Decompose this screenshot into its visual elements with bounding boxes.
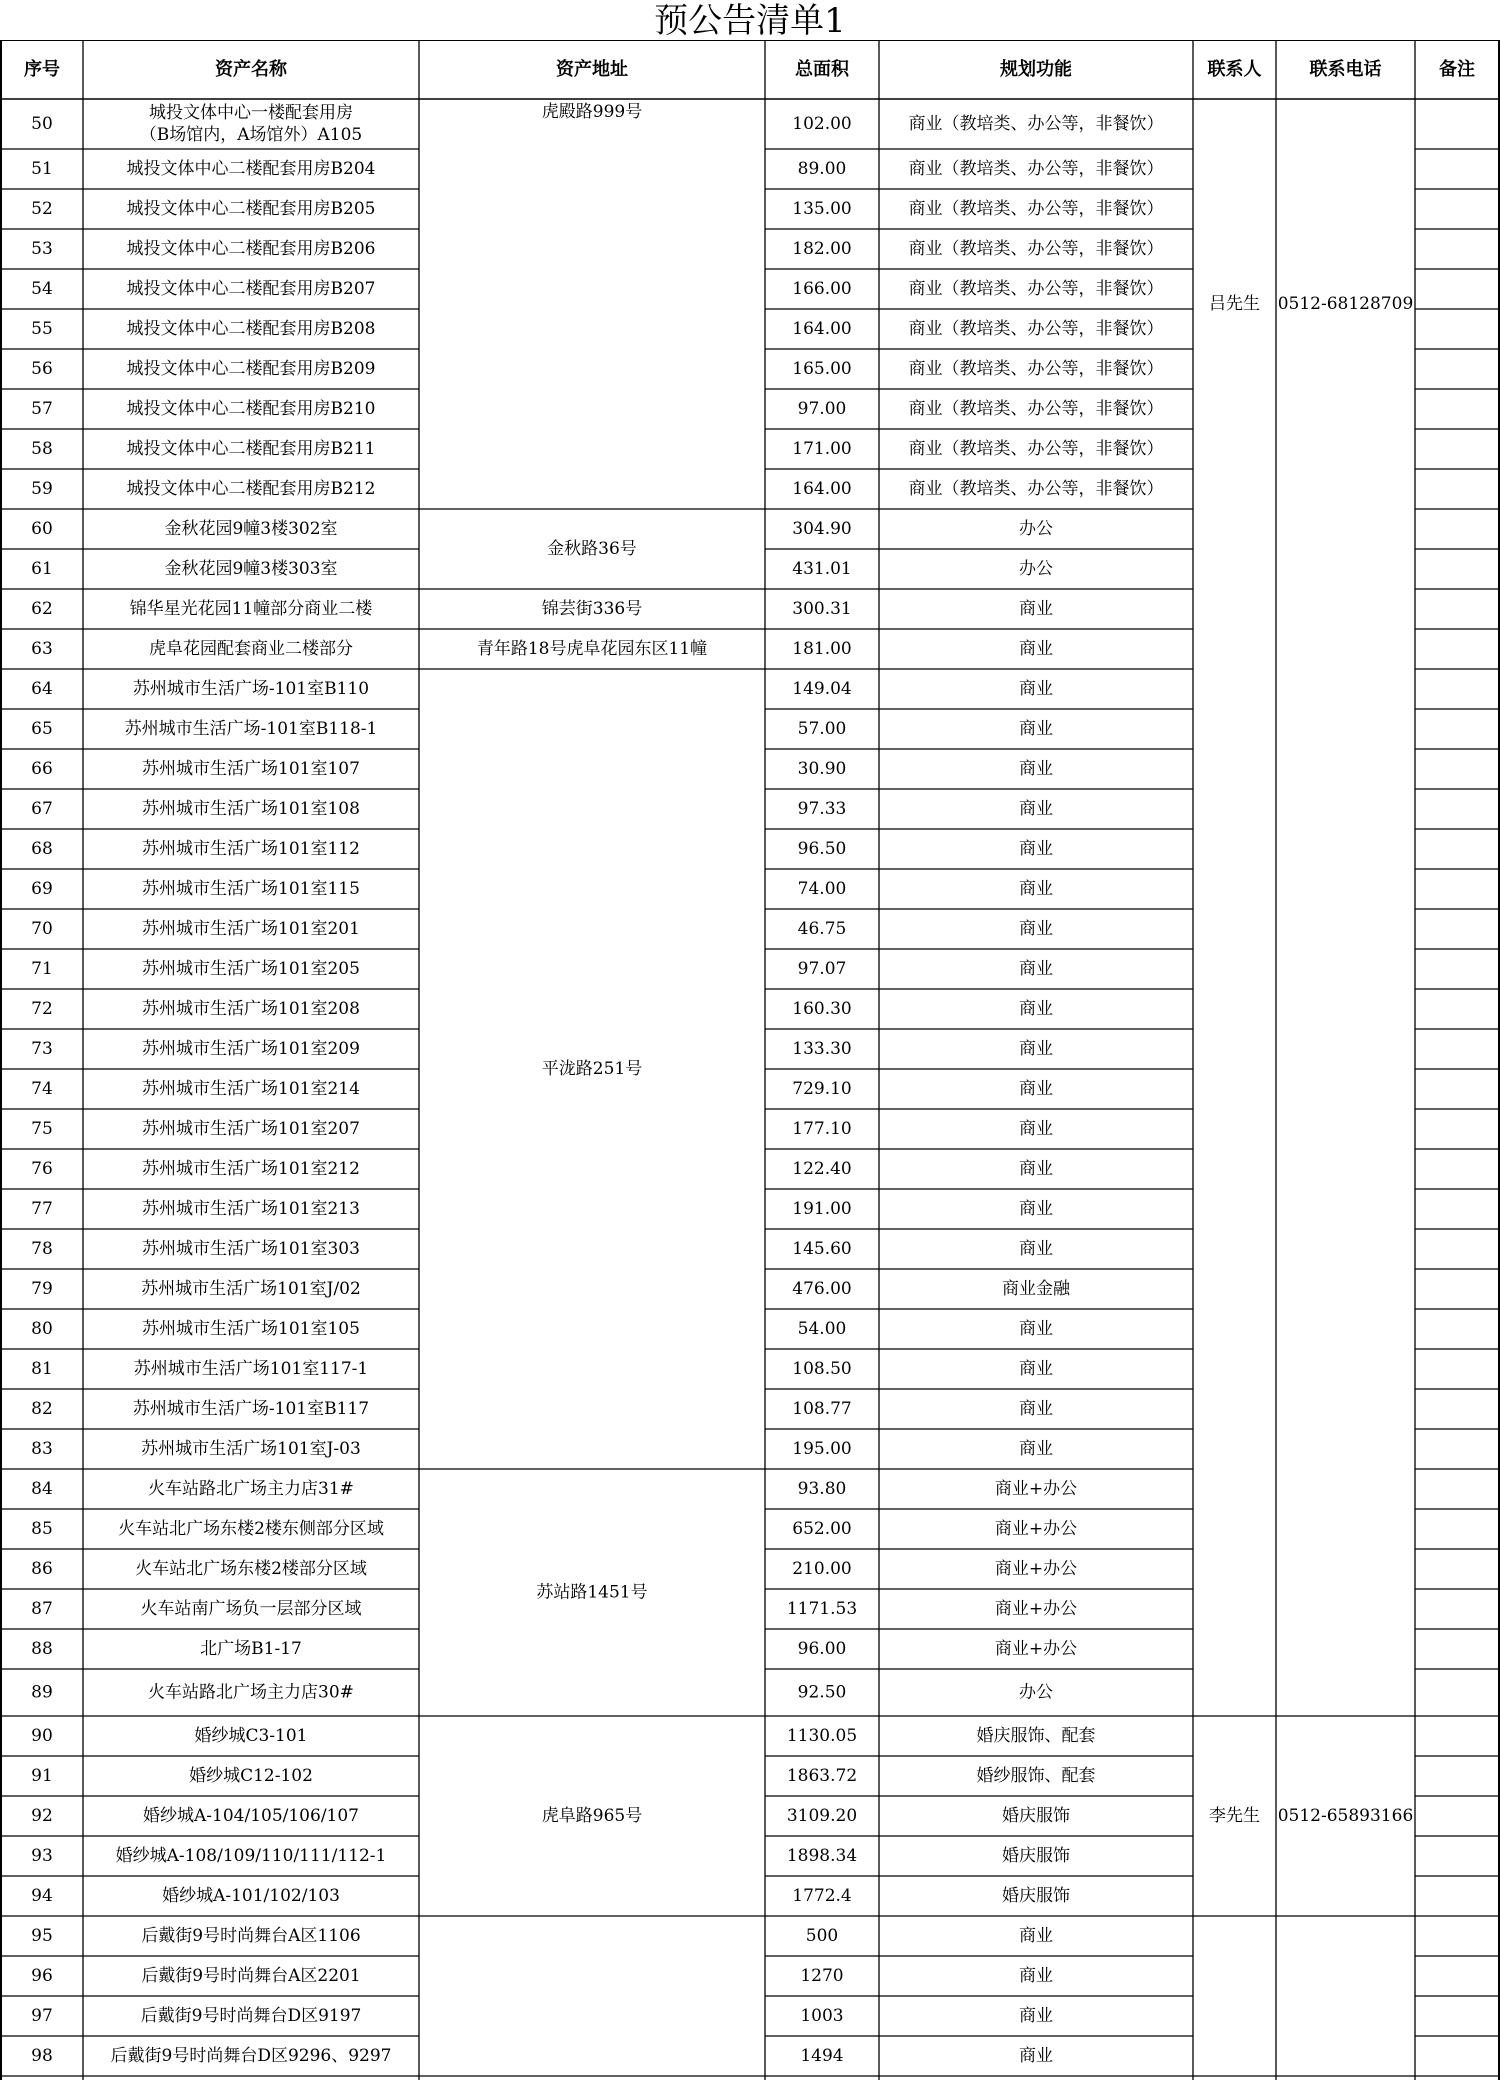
row-asset-name: 苏州城市生活广场101室207 <box>142 1119 360 1139</box>
row-total-area: 1863.72 <box>786 1766 858 1786</box>
row-asset-name: 后戴街9号时尚舞台A区2201 <box>141 1966 361 1986</box>
row-remarks-cell <box>1415 669 1499 709</box>
row-planned-function: 商业 <box>1019 1966 1053 1986</box>
row-asset-name: 城投文体中心二楼配套用房B205 <box>126 199 376 219</box>
row-seq: 75 <box>31 1119 53 1139</box>
asset-table-grid <box>0 40 1500 2080</box>
row-remarks-cell <box>1415 1796 1499 1836</box>
row-asset-name: 苏州城市生活广场101室112 <box>142 839 360 859</box>
row-planned-function: 商业（教培类、办公等，非餐饮） <box>908 199 1164 219</box>
row-planned-function: 商业+办公 <box>994 1599 1078 1619</box>
row-asset-name: 苏州城市生活广场101室214 <box>142 1079 360 1099</box>
row-total-area: 97.07 <box>797 959 847 979</box>
row-remarks-cell <box>1415 1069 1499 1109</box>
row-total-area: 135.00 <box>792 199 852 219</box>
row-asset-name: 苏州城市生活广场-101室B118-1 <box>124 719 378 739</box>
row-remarks-cell <box>1415 429 1499 469</box>
row-planned-function: 商业 <box>1019 639 1053 659</box>
row-planned-function: 商业（教培类、办公等，非餐饮） <box>908 279 1164 299</box>
row-planned-function: 商业 <box>1019 879 1053 899</box>
row-seq: 53 <box>31 239 53 259</box>
row-asset-name: 苏州城市生活广场101室209 <box>142 1039 360 1059</box>
row-planned-function: 商业 <box>1019 2006 1053 2026</box>
row-total-area: 652.00 <box>792 1519 852 1539</box>
row-remarks-cell <box>1415 509 1499 549</box>
row-remarks-cell <box>1415 629 1499 669</box>
row-asset-name: 城投文体中心二楼配套用房B204 <box>126 159 376 179</box>
row-seq: 64 <box>31 679 53 699</box>
row-remarks-cell <box>1415 269 1499 309</box>
contact-person-cell: 李先生 <box>1209 1806 1260 1826</box>
row-asset-name: 苏州城市生活广场101室107 <box>142 759 360 779</box>
row-asset-name: 城投文体中心二楼配套用房B208 <box>126 319 376 339</box>
row-total-area: 149.04 <box>792 679 852 699</box>
row-seq: 58 <box>31 439 53 459</box>
row-total-area: 1270 <box>800 1966 844 1986</box>
row-seq: 50 <box>31 114 53 134</box>
row-asset-name: 城投文体中心一楼配套用房 <box>149 103 353 123</box>
row-seq: 95 <box>31 1926 53 1946</box>
asset-address-cell: 平泷路251号 <box>541 1059 643 1079</box>
row-asset-name: 金秋花园9幢3楼302室 <box>164 519 338 539</box>
row-asset-name: 苏州城市生活广场101室J/02 <box>141 1279 361 1299</box>
contact-phone-cell: 0512-68128709 <box>1277 294 1414 314</box>
row-seq: 94 <box>31 1886 53 1906</box>
row-total-area: 182.00 <box>792 239 852 259</box>
row-remarks-cell <box>1415 709 1499 749</box>
row-seq: 91 <box>31 1766 53 1786</box>
row-remarks-cell <box>1415 1269 1499 1309</box>
row-asset-name: 婚纱城A-101/102/103 <box>162 1886 340 1906</box>
row-seq: 59 <box>31 479 53 499</box>
row-asset-name: 苏州城市生活广场101室208 <box>142 999 360 1019</box>
row-remarks-cell <box>1415 2036 1499 2076</box>
row-seq: 80 <box>31 1319 53 1339</box>
row-seq: 92 <box>31 1806 53 1826</box>
header-contact: 联系人 <box>1207 59 1262 80</box>
row-seq: 56 <box>31 359 53 379</box>
row-seq: 90 <box>31 1726 53 1746</box>
row-remarks-cell <box>1415 1029 1499 1069</box>
row-total-area: 1898.34 <box>786 1846 858 1866</box>
row-remarks-cell <box>1415 1429 1499 1469</box>
row-total-area: 54.00 <box>797 1319 847 1339</box>
row-seq: 81 <box>31 1359 53 1379</box>
row-planned-function: 商业 <box>1019 1239 1053 1259</box>
row-seq: 57 <box>31 399 53 419</box>
row-asset-name: 婚纱城A-104/105/106/107 <box>143 1806 359 1826</box>
row-asset-name: 婚纱城C3-101 <box>194 1726 308 1746</box>
row-seq: 73 <box>31 1039 53 1059</box>
row-asset-name: 苏州城市生活广场101室201 <box>142 919 360 939</box>
row-total-area: 300.31 <box>792 599 852 619</box>
row-seq: 71 <box>31 959 53 979</box>
row-planned-function: 商业（教培类、办公等，非餐饮） <box>908 319 1164 339</box>
row-total-area: 133.30 <box>792 1039 852 1059</box>
row-asset-name: 城投文体中心二楼配套用房B211 <box>126 439 376 459</box>
row-asset-name: 虎阜花园配套商业二楼部分 <box>149 639 353 659</box>
row-total-area: 210.00 <box>792 1559 852 1579</box>
row-remarks-cell <box>1415 949 1499 989</box>
row-total-area: 97.33 <box>797 799 847 819</box>
row-planned-function: 商业 <box>1019 759 1053 779</box>
row-seq: 70 <box>31 919 53 939</box>
row-asset-name: 后戴街9号时尚舞台D区9296、9297 <box>110 2046 392 2066</box>
row-planned-function: 商业 <box>1019 1039 1053 1059</box>
row-total-area: 171.00 <box>792 439 852 459</box>
row-asset-name: 城投文体中心二楼配套用房B212 <box>126 479 376 499</box>
row-remarks-cell <box>1415 1149 1499 1189</box>
row-asset-name: 后戴街9号时尚舞台A区1106 <box>141 1926 361 1946</box>
row-planned-function: 婚庆服饰 <box>1002 1886 1070 1906</box>
row-total-area: 3109.20 <box>786 1806 858 1826</box>
row-total-area: 108.50 <box>792 1359 852 1379</box>
row-total-area: 145.60 <box>792 1239 852 1259</box>
row-seq: 82 <box>31 1399 53 1419</box>
row-remarks-cell <box>1415 789 1499 829</box>
row-remarks-cell <box>1415 1469 1499 1509</box>
row-planned-function: 商业 <box>1019 1119 1053 1139</box>
row-planned-function: 办公 <box>1019 519 1053 539</box>
row-remarks-cell <box>1415 1669 1499 1716</box>
row-total-area: 46.75 <box>797 919 847 939</box>
row-planned-function: 商业（教培类、办公等，非餐饮） <box>908 239 1164 259</box>
row-remarks-cell <box>1415 869 1499 909</box>
row-total-area: 164.00 <box>792 479 852 499</box>
contact-phone-cell: 0512-65893166 <box>1277 1806 1414 1826</box>
row-seq: 87 <box>31 1599 53 1619</box>
header-total-area: 总面积 <box>795 59 849 80</box>
row-planned-function: 商业（教培类、办公等，非餐饮） <box>908 399 1164 419</box>
row-total-area: 160.30 <box>792 999 852 1019</box>
row-asset-name: 城投文体中心二楼配套用房B207 <box>126 279 376 299</box>
row-seq: 67 <box>31 799 53 819</box>
header-seq: 序号 <box>24 59 60 80</box>
row-seq: 55 <box>31 319 53 339</box>
row-total-area: 166.00 <box>792 279 852 299</box>
row-asset-name: 婚纱城C12-102 <box>189 1766 313 1786</box>
row-asset-name: 北广场B1-17 <box>200 1639 302 1659</box>
row-asset-name: 苏州城市生活广场-101室B110 <box>132 679 370 699</box>
row-seq: 72 <box>31 999 53 1019</box>
row-remarks-cell <box>1415 1189 1499 1229</box>
row-total-area: 97.00 <box>797 399 847 419</box>
row-remarks-cell <box>1415 1549 1499 1589</box>
row-total-area: 102.00 <box>792 114 852 134</box>
row-seq: 85 <box>31 1519 53 1539</box>
asset-address-cell: 锦芸街336号 <box>541 599 643 619</box>
row-remarks-cell <box>1415 99 1499 149</box>
row-planned-function: 办公 <box>1019 559 1053 579</box>
row-asset-name: 苏州城市生活广场101室117-1 <box>133 1359 369 1379</box>
row-planned-function: 商业 <box>1019 839 1053 859</box>
row-asset-name: 火车站南广场负一层部分区域 <box>140 1599 362 1619</box>
row-asset-name: 苏州城市生活广场101室213 <box>142 1199 360 1219</box>
header-phone: 联系电话 <box>1309 59 1382 80</box>
row-remarks-cell <box>1415 349 1499 389</box>
row-asset-name: 城投文体中心二楼配套用房B206 <box>126 239 376 259</box>
row-total-area: 122.40 <box>792 1159 852 1179</box>
row-asset-name: 火车站北广场东楼2楼东侧部分区域 <box>118 1519 384 1539</box>
row-remarks-cell <box>1415 469 1499 509</box>
row-remarks-cell <box>1415 1589 1499 1629</box>
row-planned-function: 商业 <box>1019 1199 1053 1219</box>
row-seq: 83 <box>31 1439 53 1459</box>
row-total-area: 729.10 <box>792 1079 852 1099</box>
row-planned-function: 商业+办公 <box>994 1519 1078 1539</box>
row-remarks-cell <box>1415 149 1499 189</box>
row-total-area: 1130.05 <box>786 1726 858 1746</box>
row-seq: 62 <box>31 599 53 619</box>
row-planned-function: 商业金融 <box>1002 1279 1070 1299</box>
row-remarks-cell <box>1415 229 1499 269</box>
row-asset-name: 城投文体中心二楼配套用房B209 <box>126 359 376 379</box>
row-planned-function: 商业+办公 <box>994 1639 1078 1659</box>
row-total-area: 74.00 <box>797 879 847 899</box>
row-planned-function: 商业（教培类、办公等，非餐饮） <box>908 114 1164 134</box>
row-asset-name: 金秋花园9幢3楼303室 <box>164 559 338 579</box>
row-seq: 74 <box>31 1079 53 1099</box>
row-asset-name: 苏州城市生活广场-101室B117 <box>132 1399 370 1419</box>
row-remarks-cell <box>1415 589 1499 629</box>
row-remarks-cell <box>1415 309 1499 349</box>
row-remarks-cell <box>1415 189 1499 229</box>
row-remarks-cell <box>1415 1916 1499 1956</box>
row-planned-function: 婚庆服饰 <box>1002 1806 1070 1826</box>
row-total-area: 96.50 <box>797 839 847 859</box>
row-remarks-cell <box>1415 749 1499 789</box>
row-total-area: 431.01 <box>792 559 852 579</box>
row-remarks-cell <box>1415 1956 1499 1996</box>
row-remarks-cell <box>1415 909 1499 949</box>
row-planned-function: 商业 <box>1019 2046 1053 2066</box>
row-planned-function: 商业 <box>1019 1926 1053 1946</box>
row-planned-function: 商业（教培类、办公等，非餐饮） <box>908 359 1164 379</box>
row-planned-function: 商业 <box>1019 1079 1053 1099</box>
row-seq: 68 <box>31 839 53 859</box>
contact-person-cell: 吕先生 <box>1209 294 1260 314</box>
row-asset-name: 城投文体中心二楼配套用房B210 <box>126 399 376 419</box>
row-asset-name: 婚纱城A-108/109/110/111/112-1 <box>115 1846 387 1866</box>
row-total-area: 500 <box>805 1926 839 1946</box>
row-remarks-cell <box>1415 1996 1499 2036</box>
row-planned-function: 商业 <box>1019 999 1053 1019</box>
row-seq: 78 <box>31 1239 53 1259</box>
row-planned-function: 婚庆服饰、配套 <box>976 1726 1096 1746</box>
asset-address-cell: 青年路18号虎阜花园东区11幢 <box>476 639 708 659</box>
row-asset-name: 苏州城市生活广场101室J-03 <box>141 1439 361 1459</box>
row-planned-function: 商业 <box>1019 959 1053 979</box>
row-seq: 52 <box>31 199 53 219</box>
row-planned-function: 办公 <box>1019 1682 1053 1703</box>
row-total-area: 1494 <box>800 2046 844 2066</box>
row-planned-function: 商业（教培类、办公等，非餐饮） <box>908 159 1164 179</box>
row-asset-name: 苏州城市生活广场101室205 <box>142 959 360 979</box>
row-asset-name: （B场馆内，A场馆外）A105 <box>139 125 363 145</box>
row-asset-name: 锦华星光花园11幢部分商业二楼 <box>129 599 373 619</box>
asset-address-cell: 金秋路36号 <box>547 539 637 559</box>
row-planned-function: 婚庆服饰 <box>1002 1846 1070 1866</box>
row-total-area: 181.00 <box>792 639 852 659</box>
asset-address-cell: 虎殿路999号 <box>541 102 643 122</box>
header-planned-function: 规划功能 <box>1000 59 1072 80</box>
row-seq: 97 <box>31 2006 53 2026</box>
page-title: 预公告清单1 <box>654 1 846 41</box>
row-remarks-cell <box>1415 1836 1499 1876</box>
row-total-area: 108.77 <box>792 1399 852 1419</box>
header-asset-address: 资产地址 <box>556 59 628 80</box>
row-seq: 76 <box>31 1159 53 1179</box>
row-asset-name: 苏州城市生活广场101室212 <box>142 1159 360 1179</box>
row-remarks-cell <box>1415 1109 1499 1149</box>
row-remarks-cell <box>1415 829 1499 869</box>
row-remarks-cell <box>1415 1349 1499 1389</box>
row-remarks-cell <box>1415 989 1499 1029</box>
row-total-area: 1171.53 <box>786 1599 858 1619</box>
row-asset-name: 苏州城市生活广场101室108 <box>142 799 360 819</box>
row-remarks-cell <box>1415 1229 1499 1269</box>
row-seq: 86 <box>31 1559 53 1579</box>
row-remarks-cell <box>1415 1756 1499 1796</box>
row-planned-function: 商业 <box>1019 919 1053 939</box>
row-total-area: 164.00 <box>792 319 852 339</box>
asset-table <box>0 40 1500 2080</box>
row-seq: 69 <box>31 879 53 899</box>
row-asset-name: 苏州城市生活广场101室105 <box>142 1319 360 1339</box>
row-planned-function: 商业 <box>1019 799 1053 819</box>
row-seq: 93 <box>31 1846 53 1866</box>
row-total-area: 92.50 <box>797 1682 847 1703</box>
row-planned-function: 商业（教培类、办公等，非餐饮） <box>908 439 1164 459</box>
row-total-area: 177.10 <box>792 1119 852 1139</box>
row-seq: 51 <box>31 159 53 179</box>
row-asset-name: 苏州城市生活广场101室115 <box>142 879 360 899</box>
row-planned-function: 商业 <box>1019 1319 1053 1339</box>
row-total-area: 96.00 <box>797 1639 847 1659</box>
row-planned-function: 商业 <box>1019 1439 1053 1459</box>
row-seq: 63 <box>31 639 53 659</box>
row-seq: 54 <box>31 279 53 299</box>
row-remarks-cell <box>1415 549 1499 589</box>
row-planned-function: 商业+办公 <box>994 1559 1078 1579</box>
row-seq: 77 <box>31 1199 53 1219</box>
row-asset-name: 后戴街9号时尚舞台D区9197 <box>140 2006 362 2026</box>
row-seq: 98 <box>31 2046 53 2066</box>
row-remarks-cell <box>1415 1309 1499 1349</box>
row-planned-function: 婚纱服饰、配套 <box>976 1766 1096 1786</box>
row-total-area: 57.00 <box>797 719 847 739</box>
row-asset-name: 苏州城市生活广场101室303 <box>142 1239 360 1259</box>
row-total-area: 1772.4 <box>792 1886 852 1906</box>
row-total-area: 1003 <box>800 2006 844 2026</box>
row-seq: 96 <box>31 1966 53 1986</box>
row-asset-name: 火车站北广场东楼2楼部分区域 <box>135 1559 367 1579</box>
row-total-area: 304.90 <box>792 519 852 539</box>
row-remarks-cell <box>1415 389 1499 429</box>
row-planned-function: 商业 <box>1019 599 1053 619</box>
row-remarks-cell <box>1415 1716 1499 1756</box>
header-asset-name: 资产名称 <box>215 59 287 80</box>
row-asset-name: 火车站路北广场主力店31# <box>148 1479 354 1499</box>
row-remarks-cell <box>1415 1629 1499 1669</box>
row-planned-function: 商业 <box>1019 1359 1053 1379</box>
asset-address-cell: 苏站路1451号 <box>536 1582 648 1603</box>
row-remarks-cell <box>1415 1509 1499 1549</box>
row-remarks-cell <box>1415 1389 1499 1429</box>
row-seq: 88 <box>31 1639 53 1659</box>
row-seq: 60 <box>31 519 53 539</box>
row-total-area: 165.00 <box>792 359 852 379</box>
row-total-area: 93.80 <box>797 1479 847 1499</box>
asset-address-cell: 虎阜路965号 <box>541 1806 643 1826</box>
row-seq: 89 <box>31 1682 53 1703</box>
row-planned-function: 商业 <box>1019 679 1053 699</box>
row-planned-function: 商业 <box>1019 719 1053 739</box>
row-total-area: 191.00 <box>792 1199 852 1219</box>
row-seq: 79 <box>31 1279 53 1299</box>
row-remarks-cell <box>1415 1876 1499 1916</box>
row-total-area: 30.90 <box>797 759 847 779</box>
row-seq: 61 <box>31 559 53 579</box>
row-seq: 66 <box>31 759 53 779</box>
row-asset-name: 火车站路北广场主力店30# <box>148 1682 354 1703</box>
row-planned-function: 商业 <box>1019 1159 1053 1179</box>
header-remarks: 备注 <box>1439 59 1475 80</box>
row-planned-function: 商业 <box>1019 1399 1053 1419</box>
row-total-area: 89.00 <box>797 159 847 179</box>
row-planned-function: 商业（教培类、办公等，非餐饮） <box>908 479 1164 499</box>
row-seq: 65 <box>31 719 53 739</box>
row-planned-function: 商业+办公 <box>994 1479 1078 1499</box>
row-total-area: 476.00 <box>792 1279 852 1299</box>
row-total-area: 195.00 <box>792 1439 852 1459</box>
row-seq: 84 <box>31 1479 53 1499</box>
